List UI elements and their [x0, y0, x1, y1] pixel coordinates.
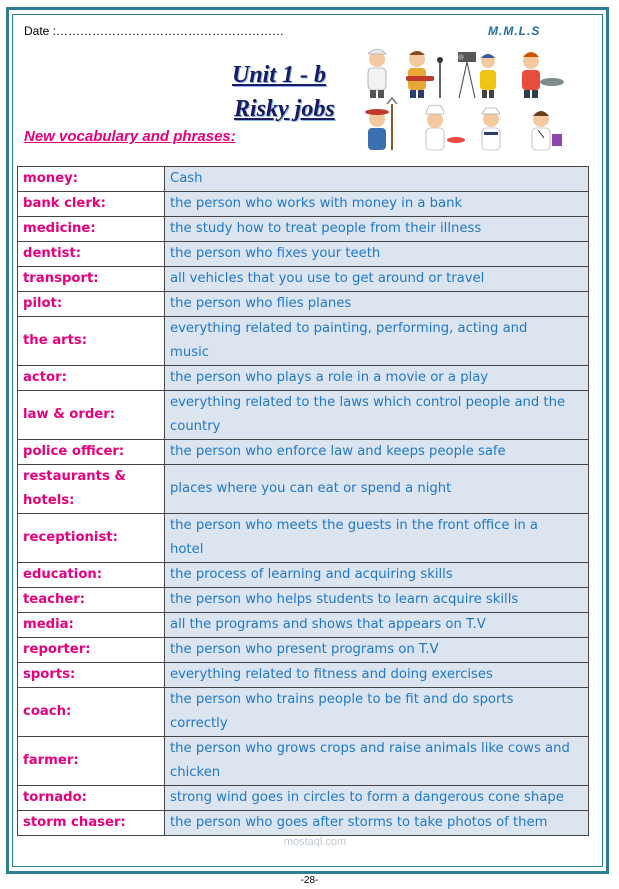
- table-row: [18, 786, 589, 811]
- table-row: [18, 588, 589, 613]
- vocab-definition: all the programs and shows that appears on T.V: [165, 613, 589, 638]
- vocab-definition: everything related to the laws which control people and the country: [165, 391, 589, 440]
- vocab-term: media:: [18, 613, 165, 638]
- table-row: [18, 563, 589, 588]
- vocab-term: coach:: [18, 688, 165, 737]
- vocab-definition: the process of learning and acquiring skills: [165, 563, 589, 588]
- vocab-term: police officer:: [18, 440, 165, 465]
- vocab-definition: the person who helps students to learn acquire skills: [165, 588, 589, 613]
- vocab-term: law & order:: [18, 391, 165, 440]
- vocab-definition: all vehicles that you use to get around or travel: [165, 267, 589, 292]
- vocab-definition: the study how to treat people from their illness: [165, 217, 589, 242]
- vocab-definition: the person who grows crops and raise animals like cows and chicken: [165, 737, 589, 786]
- worker-figure-chef: [426, 105, 465, 150]
- worker-figure-builder: [368, 49, 386, 98]
- table-row: [18, 811, 589, 836]
- table-row: [18, 167, 589, 192]
- watermark: mostaql.com: [283, 836, 347, 848]
- lesson-title: Risky jobs: [234, 96, 335, 122]
- page-number: -28-: [300, 875, 319, 886]
- table-row: [18, 613, 589, 638]
- vocab-definition: the person who works with money in a bank: [165, 192, 589, 217]
- vocab-term: medicine:: [18, 217, 165, 242]
- school-name: M.M.L.S: [488, 24, 541, 38]
- vocab-term: farmer:: [18, 737, 165, 786]
- worker-figure-farmer: [365, 98, 397, 150]
- worker-figure-musician: [406, 51, 443, 98]
- date-line: Date :…………………………………………………: [24, 24, 285, 38]
- table-row: [18, 391, 589, 440]
- vocab-term: bank clerk:: [18, 192, 165, 217]
- vocab-definition: places where you can eat or spend a night: [165, 465, 589, 514]
- vocab-definition: the person who enforce law and keeps people safe: [165, 440, 589, 465]
- table-row: [18, 465, 589, 514]
- vocab-term: money:: [18, 167, 165, 192]
- vocab-term: sports:: [18, 663, 165, 688]
- vocab-definition: everything related to painting, performing, acting and music: [165, 317, 589, 366]
- table-row: [18, 192, 589, 217]
- vocab-definition: the person who present programs on T.V: [165, 638, 589, 663]
- worker-figure-cameraman: [458, 52, 496, 98]
- vocab-term: storm chaser:: [18, 811, 165, 836]
- table-row: [18, 688, 589, 737]
- table-row: [18, 242, 589, 267]
- jobs-illustration: [362, 42, 574, 160]
- vocab-definition: the person who fixes your teeth: [165, 242, 589, 267]
- vocabulary-table: [17, 166, 589, 836]
- table-row: [18, 514, 589, 563]
- vocab-term: transport:: [18, 267, 165, 292]
- table-row: [18, 663, 589, 688]
- vocab-term: restaurants & hotels:: [18, 465, 165, 514]
- vocab-term: dentist:: [18, 242, 165, 267]
- vocab-term: tornado:: [18, 786, 165, 811]
- vocab-term: education:: [18, 563, 165, 588]
- worker-figure-officer: [482, 108, 500, 150]
- vocab-term: teacher:: [18, 588, 165, 613]
- vocab-term: reporter:: [18, 638, 165, 663]
- vocab-term: receptionist:: [18, 514, 165, 563]
- vocab-definition: the person who plays a role in a movie or a play: [165, 366, 589, 391]
- vocab-term: actor:: [18, 366, 165, 391]
- table-row: [18, 440, 589, 465]
- vocab-definition: strong wind goes in circles to form a dangerous cone shape: [165, 786, 589, 811]
- vocab-term: pilot:: [18, 292, 165, 317]
- vocab-term: the arts:: [18, 317, 165, 366]
- table-row: [18, 317, 589, 366]
- table-row: [18, 737, 589, 786]
- vocab-definition: the person who meets the guests in the front office in a hotel: [165, 514, 589, 563]
- vocabulary-heading: New vocabulary and phrases:: [24, 128, 236, 145]
- vocab-definition: everything related to fitness and doing exercises: [165, 663, 589, 688]
- unit-title: Unit 1 - b: [232, 62, 327, 88]
- vocab-definition: the person who flies planes: [165, 292, 589, 317]
- table-row: [18, 267, 589, 292]
- table-row: [18, 366, 589, 391]
- worker-figure-chef-top: [522, 52, 564, 98]
- vocab-definition: Cash: [165, 167, 589, 192]
- worker-figure-doctor: [532, 111, 562, 150]
- vocab-definition: the person who goes after storms to take photos of them: [165, 811, 589, 836]
- vocab-definition: the person who trains people to be fit and do sports correctly: [165, 688, 589, 737]
- table-row: [18, 217, 589, 242]
- table-row: [18, 638, 589, 663]
- table-row: [18, 292, 589, 317]
